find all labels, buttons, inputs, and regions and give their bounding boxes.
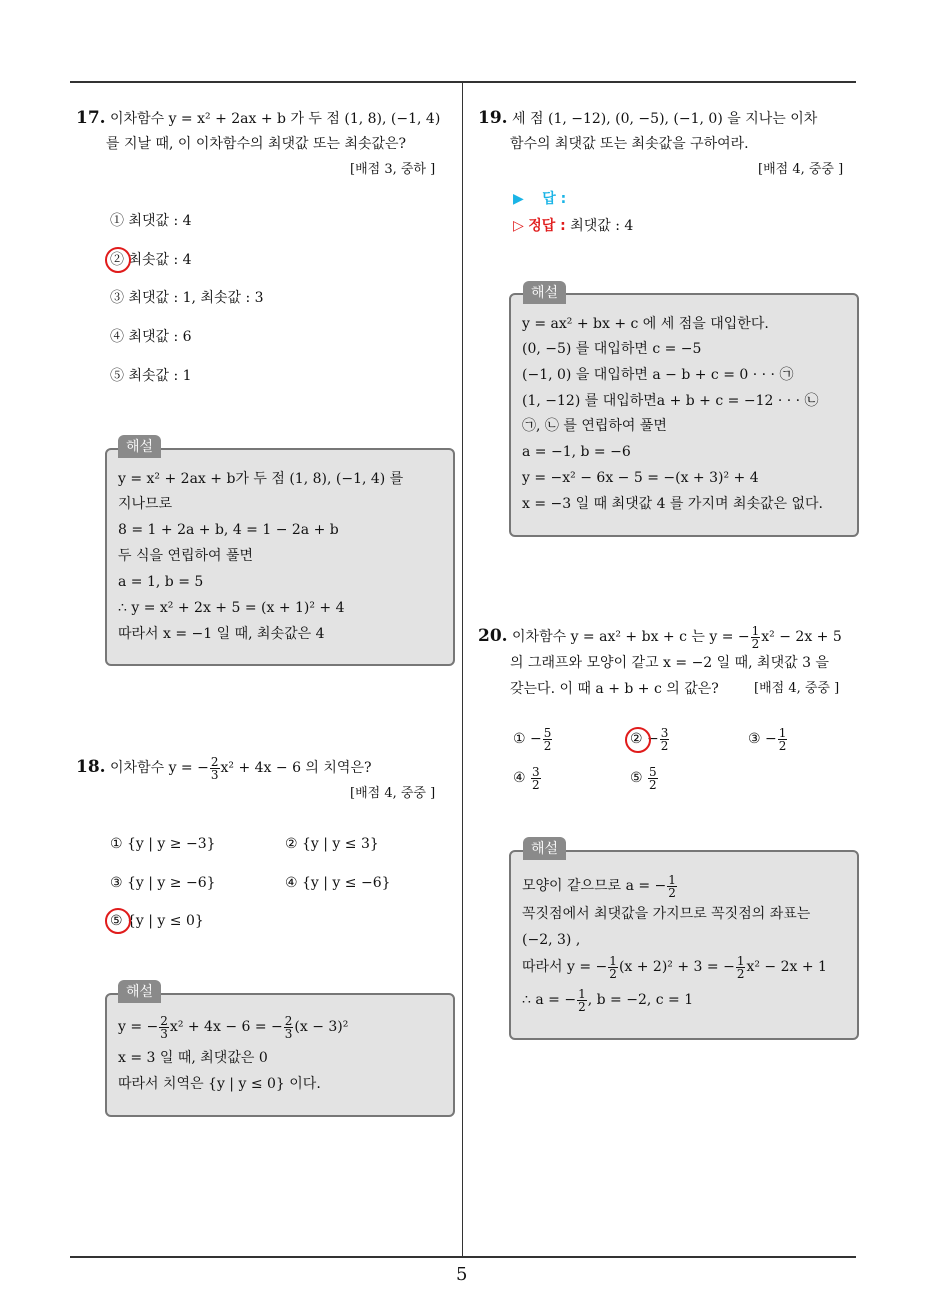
- q19-sol-line1: y = ax² + bx + c 에 세 점을 대입한다.: [522, 316, 769, 332]
- q20-sol-line1: 모양이 같으므로 a = − $\frac{1}{2}$: [522, 872, 676, 900]
- q17-solution-tag: 해설: [118, 435, 161, 458]
- q17-number: 17.: [76, 108, 106, 128]
- q17-choice-3[interactable]: ③ 최댓값 : 1, 최솟값 : 3: [110, 290, 264, 306]
- q20-choice-5[interactable]: ⑤ $\frac{5}{2}$: [630, 764, 657, 792]
- q20-line3: 갖는다. 이 때 a + b + c 의 값은?: [510, 681, 719, 697]
- q17-sol-line6: ∴ y = x² + 2x + 5 = (x + 1)² + 4: [118, 600, 345, 616]
- q17-sol-line3: 8 = 1 + 2a + b, 4 = 1 − 2a + b: [118, 522, 339, 538]
- q19-line2: 함수의 최댓값 또는 최솟값을 구하여라.: [510, 136, 749, 152]
- q19-sol-line7: y = −x² − 6x − 5 = −(x + 3)² + 4: [522, 470, 759, 486]
- q18-number: 18.: [76, 757, 106, 777]
- q17-sol-line1: y = x² + 2ax + b가 두 점 (1, 8), (−1, 4) 를: [118, 471, 404, 487]
- correct-value: 최댓값 : 4: [570, 218, 634, 234]
- q20-sol-line5: ∴ a = − $\frac{1}{2}$ , b = −2, c = 1: [522, 986, 694, 1014]
- top-rule: [70, 81, 856, 83]
- q20-fraction: $\frac{1}{2}$: [751, 623, 760, 651]
- q17-choice-5[interactable]: ⑤ 최솟값 : 1: [110, 368, 192, 384]
- q18-choice-1[interactable]: ① {y | y ≥ −3}: [110, 836, 216, 852]
- q20-line2: 의 그래프와 모양이 같고 x = −2 일 때, 최댓값 3 을: [510, 655, 829, 671]
- q20-text-post: x² − 2x + 5: [761, 629, 842, 645]
- q17-choice-2[interactable]: ② 최솟값 : 4: [110, 252, 192, 268]
- q20-meta: [배점 4, 중중 ]: [754, 681, 840, 696]
- q18-sol-line3: 따라서 치역은 {y | y ≤ 0} 이다.: [118, 1076, 321, 1092]
- q20-sol-line2: 꼭짓점에서 최댓값을 가지므로 꼭짓점의 좌표는: [522, 906, 811, 922]
- q19-sol-line3: (−1, 0) 을 대입하면 a − b + c = 0 · · · ㉠: [522, 367, 794, 383]
- q20-number: 20.: [478, 626, 508, 646]
- q20-solution-tag: 해설: [523, 837, 566, 860]
- q20-choice-2[interactable]: ② − $\frac{3}{2}$: [630, 725, 669, 753]
- q17-sol-line4: 두 식을 연립하여 풀면: [118, 548, 254, 564]
- q17-sol-line7: 따라서 x = −1 일 때, 최솟값은 4: [118, 626, 325, 642]
- q17-choice-1[interactable]: ① 최댓값 : 4: [110, 213, 192, 229]
- q19-meta: [배점 4, 중중 ]: [758, 162, 844, 177]
- q18-choice-4[interactable]: ④ {y | y ≤ −6}: [285, 875, 391, 891]
- q19-answer-row: [513, 189, 566, 209]
- q18-choice-3[interactable]: ③ {y | y ≥ −6}: [110, 875, 216, 891]
- correct-label: 정답 :: [528, 218, 566, 234]
- q19-sol-line5: ㉠, ㉡ 를 연립하여 풀면: [522, 418, 667, 434]
- q18-text-post: x² + 4x − 6 의 치역은?: [220, 760, 372, 776]
- q19-sol-line8: x = −3 일 때 최댓값 4 를 가지며 최솟값은 없다.: [522, 496, 823, 512]
- q19-sol-line4: (1, −12) 를 대입하면a + b + c = −12 · · · ㉡: [522, 393, 819, 409]
- play-outline-icon: ▷: [513, 218, 524, 234]
- page-number: 5: [456, 1264, 468, 1285]
- q18-sol-line2: x = 3 일 때, 최댓값은 0: [118, 1050, 268, 1066]
- q20-line1: [478, 621, 842, 652]
- q18-sol-line1: y = − $\frac{2}{3}$ x² + 4x − 6 = − $\frac{2}{3}$ (x − 3)²: [118, 1013, 349, 1041]
- answer-label: 답 :: [542, 191, 567, 207]
- play-icon: ▶: [513, 191, 524, 207]
- q20-choice-3[interactable]: ③ − $\frac{1}{2}$: [748, 725, 787, 753]
- q19-correct-row: [513, 216, 633, 236]
- q20-selected-circle: [625, 727, 651, 753]
- q20-choice-1[interactable]: ① − $\frac{5}{2}$: [513, 725, 552, 753]
- q18-line1: [76, 752, 371, 783]
- bottom-rule: [70, 1256, 856, 1258]
- q18-text-pre: 이차함수 y = −: [110, 760, 209, 776]
- q20-sol-line4: 따라서 y = − $\frac{1}{2}$ (x + 2)² + 3 = − $\frac{1}{2}$ x² − 2x + 1: [522, 953, 827, 981]
- column-divider: [462, 83, 463, 1258]
- q17-choice-4[interactable]: ④ 최댓값 : 6: [110, 329, 192, 345]
- q20-text-pre: 이차함수 y = ax² + bx + c 는 y = −: [512, 629, 750, 645]
- q20-sol-line3: (−2, 3) ,: [522, 932, 581, 948]
- q17-sol-line5: a = 1, b = 5: [118, 574, 204, 590]
- q19-line1: [478, 108, 817, 129]
- q19-sol-line2: (0, −5) 를 대입하면 c = −5: [522, 341, 702, 357]
- q17-line1: [76, 108, 440, 129]
- q19-solution-tag: 해설: [523, 281, 566, 304]
- q19-sol-line6: a = −1, b = −6: [522, 444, 631, 460]
- q17-meta: [배점 3, 중하 ]: [350, 162, 436, 177]
- q17-sol-line2: 지나므로: [118, 496, 173, 512]
- q17-text-1: 이차함수 y = x² + 2ax + b 가 두 점 (1, 8), (−1, 4): [110, 111, 441, 127]
- q17-selected-circle: [105, 247, 131, 273]
- q19-number: 19.: [478, 108, 508, 128]
- q18-meta: [배점 4, 중중 ]: [350, 786, 436, 801]
- q20-choice-4[interactable]: ④ $\frac{3}{2}$: [513, 764, 540, 792]
- q17-line2: 를 지날 때, 이 이차함수의 최댓값 또는 최솟값은?: [106, 136, 407, 152]
- q19-text-1: 세 점 (1, −12), (0, −5), (−1, 0) 을 지나는 이차: [512, 111, 818, 127]
- q18-fraction: $\frac{2}{3}$: [210, 754, 219, 782]
- q18-selected-circle: [105, 908, 131, 934]
- q18-choice-5[interactable]: ⑤ {y | y ≤ 0}: [110, 913, 204, 929]
- q18-solution-tag: 해설: [118, 980, 161, 1003]
- q18-choice-2[interactable]: ② {y | y ≤ 3}: [285, 836, 379, 852]
